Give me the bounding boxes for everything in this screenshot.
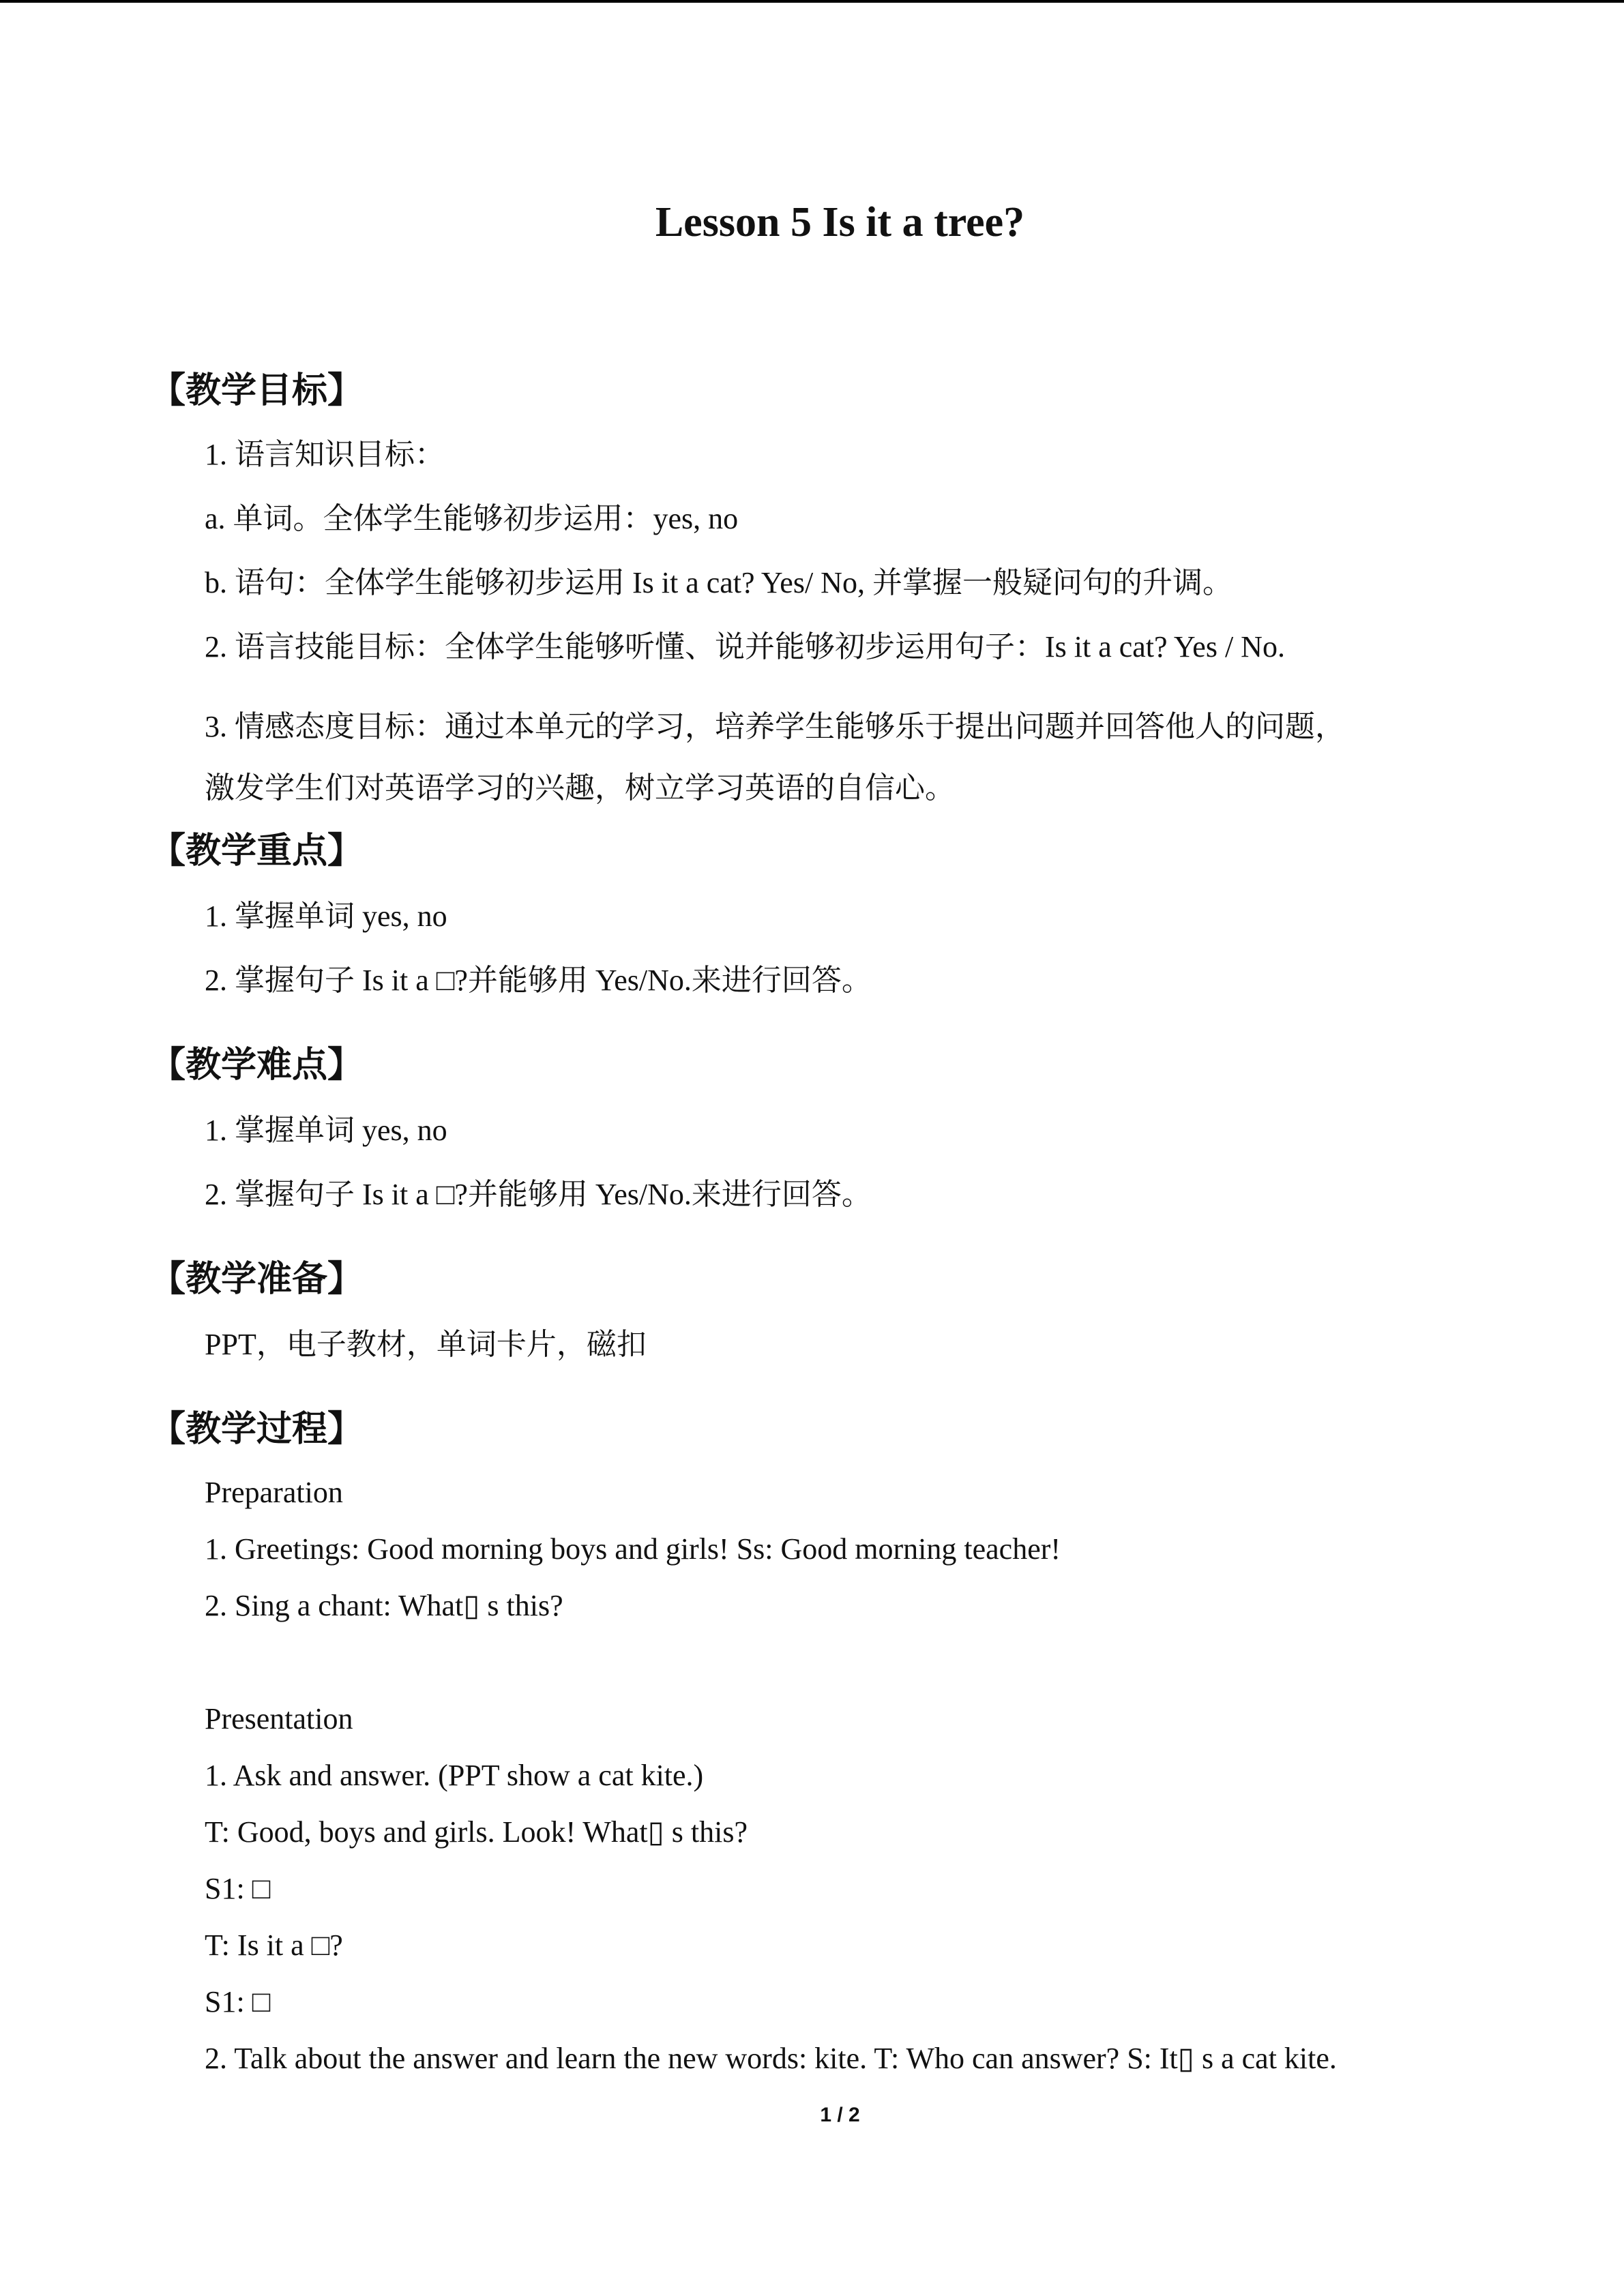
key-point-line-2: 2. 掌握句子 Is it a □?并能够用 Yes/No.来进行回答。	[205, 964, 872, 997]
process-line-ask-answer: 1. Ask and answer. (PPT show a cat kite.)	[205, 1759, 704, 1792]
heading-objectives: 【教学目标】	[150, 370, 364, 411]
process-line-s1-second: S1: □	[205, 1985, 271, 2018]
top-border-rule	[0, 0, 1624, 3]
objective-line-3: b. 语句：全体学生能够初步运用 Is it a cat? Yes/ No, 并掌握一般疑问句的升调。	[205, 566, 1232, 599]
heading-key-points: 【教学重点】	[150, 831, 364, 871]
objective-line-6: 激发学生们对英语学习的兴趣，树立学习英语的自信心。	[205, 771, 955, 805]
heading-preparation: 【教学准备】	[150, 1259, 364, 1300]
heading-difficulties: 【教学难点】	[150, 1045, 364, 1086]
objective-line-5: 3. 情感态度目标：通过本单元的学习，培养学生能够乐于提出问题并回答他人的问题，	[205, 710, 1345, 743]
difficulty-line-2: 2. 掌握句子 Is it a □?并能够用 Yes/No.来进行回答。	[205, 1178, 872, 1211]
preparation-materials: PPT，电子教材，单词卡片，磁扣	[205, 1328, 647, 1361]
document-title: Lesson 5 Is it a tree?	[655, 199, 1025, 245]
process-line-greetings: 1. Greetings: Good morning boys and girls! Ss: Good morning teacher!	[205, 1532, 1061, 1566]
process-line-talk-answer: 2. Talk about the answer and learn the new words: kite. T: Who can answer? S: It▯ s a cat kite.	[205, 2042, 1337, 2075]
page-number: 1 / 2	[820, 2104, 860, 2126]
objective-line-4: 2. 语言技能目标：全体学生能够听懂、说并能够初步运用句子：Is it a cat? Yes / No.	[205, 630, 1285, 664]
process-line-teacher-question: T: Is it a □?	[205, 1928, 343, 1962]
key-point-line-1: 1. 掌握单词 yes, no	[205, 899, 447, 933]
heading-process: 【教学过程】	[150, 1409, 364, 1450]
process-line-presentation: Presentation	[205, 1702, 353, 1735]
process-line-s1-first: S1: □	[205, 1872, 271, 1905]
process-line-teacher-look: T: Good, boys and girls. Look! What▯ s this?	[205, 1815, 748, 1849]
objective-line-1: 1. 语言知识目标：	[205, 438, 445, 471]
difficulty-line-1: 1. 掌握单词 yes, no	[205, 1114, 447, 1147]
objective-line-2: a. 单词。全体学生能够初步运用：yes, no	[205, 502, 739, 535]
process-line-preparation: Preparation	[205, 1476, 343, 1509]
process-line-chant: 2. Sing a chant: What▯ s this?	[205, 1589, 563, 1622]
